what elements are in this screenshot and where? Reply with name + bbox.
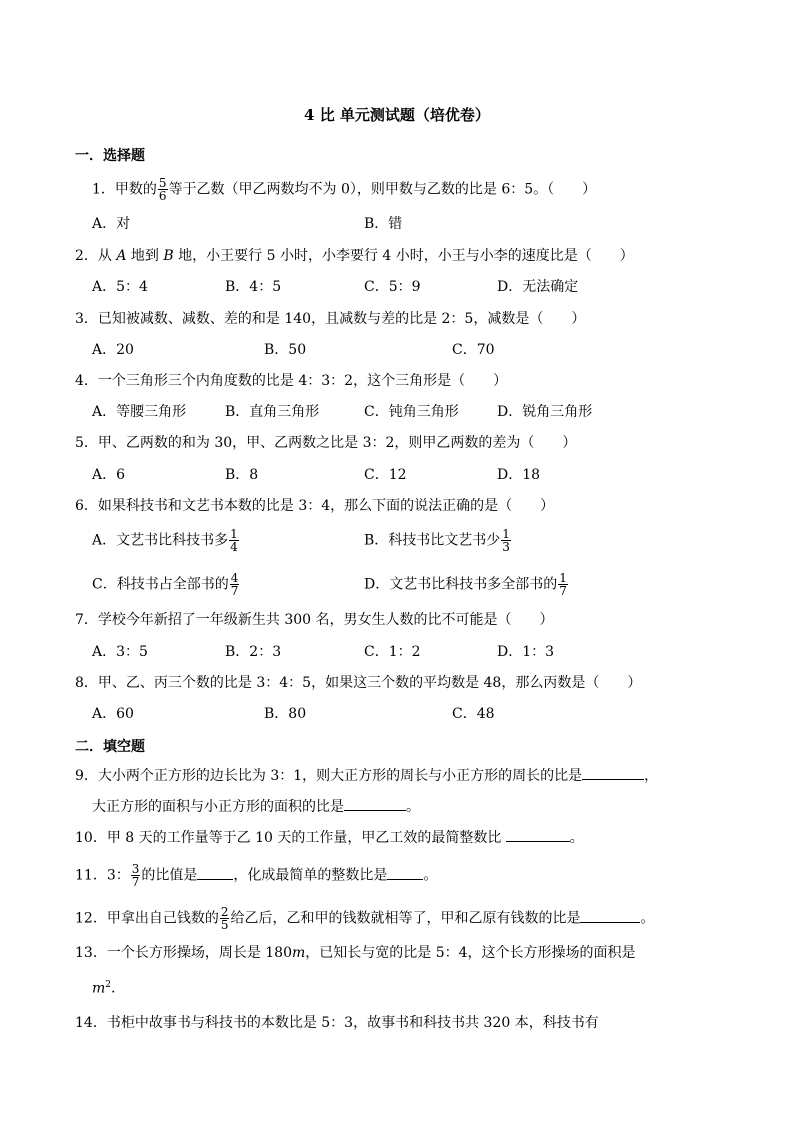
- q7-option-b[interactable]: B．2：3: [225, 644, 282, 660]
- question-13: [75, 944, 636, 962]
- q6-option-b-text: B．科技书比文艺书少: [364, 532, 501, 549]
- q7-option-c[interactable]: C．1：2: [364, 644, 421, 660]
- q11-blank-2[interactable]: [387, 878, 423, 880]
- q12-text-a: 12．甲拿出自己钱数的: [75, 910, 219, 927]
- question-10: [75, 829, 584, 847]
- question-9-line-2: [92, 798, 420, 816]
- q6a-frac-num: 1: [230, 527, 238, 541]
- q9-text-1: 9．大小两个正方形的边长比为 3：1，则大正方形的周长与小正方形的周长的比是: [75, 768, 583, 784]
- q1-num: 1．: [92, 181, 115, 198]
- question-3: 3．已知被减数、减数、差的和是 140，且减数与差的比是 2：5，减数是（ ）: [75, 311, 586, 327]
- q11-blank-1[interactable]: [197, 878, 233, 880]
- q11-text-a: 11．3：: [75, 867, 130, 884]
- q3-option-b[interactable]: B．50: [264, 342, 307, 358]
- question-11: [75, 863, 437, 888]
- q2-option-c[interactable]: C．5：9: [364, 279, 421, 295]
- q6-option-a-fraction: [229, 528, 239, 553]
- q2-point-b: B: [163, 248, 174, 264]
- q6-option-c-text: C．科技书占全部书的: [92, 576, 229, 593]
- question-12: [75, 906, 654, 931]
- question-13-line-2: [92, 976, 115, 998]
- q2-option-a[interactable]: A．5：4: [92, 279, 148, 295]
- section-heading-choice: 一．选择题: [75, 148, 145, 164]
- q1-frac-den: 6: [158, 189, 167, 203]
- q11-frac-num: 3: [131, 862, 140, 876]
- q6-option-d-text: D．文艺书比科技书多全部书的: [364, 576, 558, 593]
- q3-option-c[interactable]: C．70: [452, 342, 495, 358]
- q9-text-2-end: 。: [406, 799, 420, 815]
- q4-option-d[interactable]: D．锐角三角形: [497, 404, 593, 420]
- q11-text-b: 的比值是: [141, 867, 198, 884]
- q1-option-b[interactable]: B．错: [364, 216, 403, 232]
- q6-option-b-fraction: [501, 528, 511, 553]
- question-14: 14．书柜中故事书与科技书的本数比是 5：3，故事书和科技书共 320 本，科技书有: [75, 1015, 599, 1031]
- q13-unit-m: m: [292, 945, 306, 961]
- q1-text-b: 等于乙数（甲乙两数均不为 0），则甲数与乙数的比是 6：5。（ ）: [168, 181, 597, 198]
- q12-text-end: 。: [640, 910, 655, 927]
- q5-option-c[interactable]: C．12: [364, 467, 407, 483]
- question-6: 6．如果科技书和文艺书本数的比是 3：4，那么下面的说法正确的是（ ）: [75, 498, 555, 514]
- q7-option-a[interactable]: A．3：5: [92, 644, 148, 660]
- question-1: [92, 177, 596, 202]
- q1-fraction: [158, 177, 168, 202]
- q6c-frac-num: 4: [230, 571, 239, 585]
- q3-option-a[interactable]: A．20: [92, 342, 134, 358]
- question-9-line-1: [75, 767, 658, 785]
- q1-frac-num: 5: [158, 176, 167, 190]
- q11-text-end: 。: [423, 867, 438, 884]
- q12-frac-num: 2: [220, 905, 229, 919]
- q1-option-a[interactable]: A．对: [92, 216, 131, 232]
- q4-option-b[interactable]: B．直角三角形: [225, 404, 320, 420]
- question-7: 7．学校今年新招了一年级新生共 300 名，男女生人数的比不可能是（ ）: [75, 612, 554, 628]
- q6b-frac-num: 1: [502, 527, 510, 541]
- q6d-frac-den: 7: [559, 584, 567, 598]
- q11-text-c: ，化成最简单的整数比是: [233, 867, 388, 884]
- q6-option-b[interactable]: [364, 528, 512, 553]
- q13-text-b: ，已知长与宽的比是 5：4，这个长方形操场的面积是: [305, 945, 636, 961]
- q8-option-c[interactable]: C．48: [452, 706, 495, 722]
- q12-blank[interactable]: [580, 921, 640, 923]
- q12-fraction: [220, 906, 230, 931]
- q10-blank[interactable]: [506, 840, 570, 842]
- q13-text-a: 13．一个长方形操场，周长是 180: [75, 945, 292, 961]
- q9-text-2: 大正方形的面积与小正方形的面积的比是: [92, 799, 344, 815]
- q2-text-a: 2．从: [75, 248, 117, 264]
- q12-text-b: 给乙后，乙和甲的钱数就相等了，甲和乙原有钱数的比是: [230, 910, 581, 927]
- q6b-frac-den: 3: [502, 540, 510, 554]
- q8-option-a[interactable]: A．60: [92, 706, 134, 722]
- question-5: 5．甲、乙两数的和为 30，甲、乙两数之比是 3：2，则甲乙两数的差为（ ）: [75, 435, 577, 451]
- q10-text: 10．甲 8 天的工作量等于乙 10 天的工作量，甲乙工效的最简整数比: [75, 830, 506, 846]
- q6-option-c-fraction: [230, 572, 240, 597]
- q6-option-c[interactable]: [92, 572, 240, 597]
- q13-text-end: .: [111, 980, 116, 997]
- section-heading-fill: 二．填空题: [75, 739, 145, 755]
- question-4: 4．一个三角形三个内角度数的比是 4：3：2，这个三角形是（ ）: [75, 373, 508, 389]
- q8-option-b[interactable]: B．80: [264, 706, 307, 722]
- q2-text-b: 地到: [126, 248, 164, 264]
- q5-option-a[interactable]: A．6: [92, 467, 126, 483]
- q1-text-a: 甲数的: [114, 181, 157, 198]
- q6-option-a[interactable]: [92, 528, 240, 553]
- q9-blank-1[interactable]: [582, 778, 644, 780]
- question-8: 8．甲、乙、丙三个数的比是 3：4：5，如果这三个数的平均数是 48，那么丙数是（ ）: [75, 675, 642, 691]
- q2-option-b[interactable]: B．4：5: [225, 279, 282, 295]
- q4-option-c[interactable]: C．钝角三角形: [364, 404, 459, 420]
- q2-point-a: A: [116, 248, 127, 264]
- q9-blank-2[interactable]: [344, 809, 406, 811]
- question-2: [75, 247, 634, 265]
- q6-option-d[interactable]: [364, 572, 569, 597]
- q13-area-unit-sup: 2: [105, 980, 112, 990]
- q5-option-d[interactable]: D．18: [497, 467, 541, 483]
- q11-frac-den: 7: [131, 875, 140, 889]
- q6-option-a-text: A．文艺书比科技书多: [92, 532, 229, 549]
- q12-frac-den: 5: [220, 918, 229, 932]
- q2-option-d[interactable]: D．无法确定: [497, 279, 579, 295]
- q6-option-d-fraction: [558, 572, 568, 597]
- q6d-frac-num: 1: [559, 571, 567, 585]
- q4-option-a[interactable]: A．等腰三角形: [92, 404, 187, 420]
- q9-text-1-end: ，: [644, 768, 659, 784]
- q13-area-unit: m: [92, 980, 106, 997]
- q11-fraction: [131, 863, 141, 888]
- q6a-frac-den: 4: [230, 540, 238, 554]
- q7-option-d[interactable]: D．1：3: [497, 644, 555, 660]
- q6c-frac-den: 7: [230, 584, 239, 598]
- q2-text-c: 地，小王要行 5 小时，小李要行 4 小时，小王与小李的速度比是（ ）: [173, 248, 634, 264]
- q10-text-end: 。: [569, 830, 584, 846]
- page-title: 4 比 单元测试题（培优卷）: [304, 106, 490, 124]
- q5-option-b[interactable]: B．8: [225, 467, 259, 483]
